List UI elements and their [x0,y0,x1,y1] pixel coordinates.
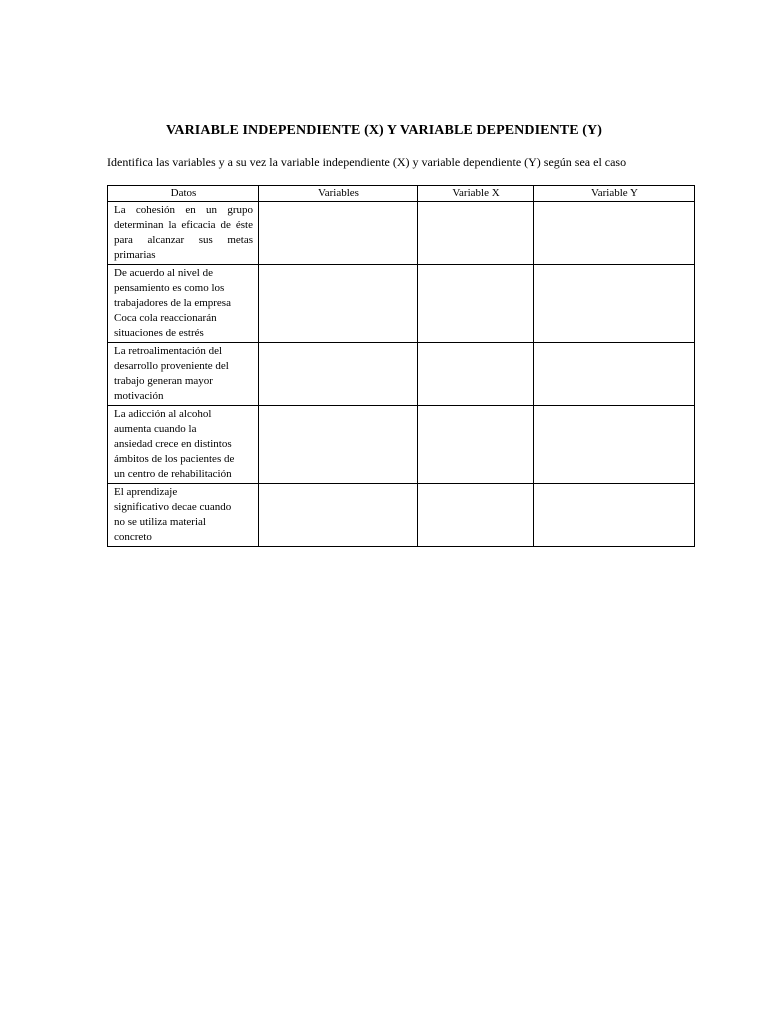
table-row [108,484,695,547]
cell-variable-y[interactable] [534,406,695,484]
header-variable-x: Variable X [418,186,534,202]
table-row [108,202,695,265]
header-variable-y: Variable Y [534,186,695,202]
cell-variable-x[interactable] [418,484,534,547]
table-row [108,343,695,406]
cell-datos: La retroalimentación del desarrollo proveniente del trabajo generan mayor motivación [108,343,259,406]
instructions-text: Identifica las variables y a su vez la variable independiente (X) y variable dependiente (Y) según sea el caso [107,155,627,169]
cell-variable-x[interactable] [418,265,534,343]
variables-table [107,185,695,547]
document-title: VARIABLE INDEPENDIENTE (X) Y VARIABLE DEPENDIENTE (Y) [165,123,602,138]
header-variables: Variables [259,186,418,202]
cell-variables[interactable] [259,406,418,484]
header-datos: Datos [108,186,259,202]
cell-variable-x[interactable] [418,343,534,406]
cell-variables[interactable] [259,343,418,406]
cell-variable-y[interactable] [534,484,695,547]
cell-variables[interactable] [259,265,418,343]
table-header-row [108,186,695,202]
cell-variable-x[interactable] [418,202,534,265]
cell-variable-y[interactable] [534,202,695,265]
cell-datos: De acuerdo al nivel de pensamiento es como los trabajadores de la empresa Coca cola reaccionarán situaciones de estrés [108,265,259,343]
cell-variable-y[interactable] [534,265,695,343]
cell-variable-x[interactable] [418,406,534,484]
table-row [108,265,695,343]
table-row [108,406,695,484]
cell-variables[interactable] [259,202,418,265]
cell-variable-y[interactable] [534,343,695,406]
cell-datos: El aprendizaje significativo decae cuando no se utiliza material concreto [108,484,259,547]
cell-variables[interactable] [259,484,418,547]
cell-datos: La adicción al alcohol aumenta cuando la ansiedad crece en distintos ámbitos de los pacientes de un centro de rehabilitación [108,406,259,484]
cell-datos: La cohesión en un grupo determinan la eficacia de éste para alcanzar sus metas primarias [108,202,259,265]
